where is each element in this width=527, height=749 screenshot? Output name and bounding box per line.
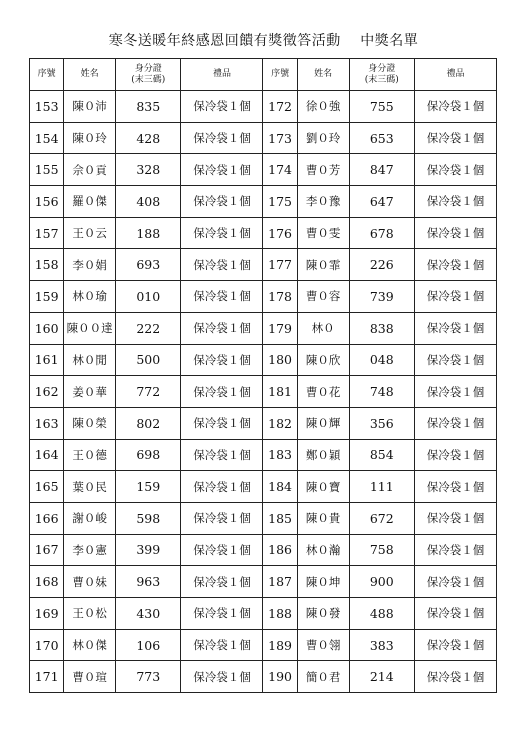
left-gift-cell: 保冷袋１個: [181, 312, 263, 344]
right-gift-cell: 保冷袋１個: [414, 312, 496, 344]
right-id-cell: 678: [349, 217, 414, 249]
left-name-cell: 陳０沛: [64, 91, 116, 123]
left-gift-cell: 保冷袋１個: [181, 534, 263, 566]
table-row: [30, 249, 497, 281]
left-seq-cell: 157: [30, 217, 64, 249]
right-seq-cell: 188: [263, 598, 297, 630]
right-seq-cell: 184: [263, 471, 297, 503]
left-name-cell: 佘０貢: [64, 154, 116, 186]
header-row: [30, 59, 497, 91]
left-gift-cell: 保冷袋１個: [181, 249, 263, 281]
left-gift-cell: 保冷袋１個: [181, 186, 263, 218]
right-gift-cell: 保冷袋１個: [414, 439, 496, 471]
left-name-cell: 羅０傑: [64, 186, 116, 218]
right-seq-cell: 181: [263, 376, 297, 408]
left-seq-cell: 170: [30, 629, 64, 661]
right-name-cell: 簡０君: [297, 661, 349, 693]
left-name-cell: 曹０妹: [64, 566, 116, 598]
left-gift-cell: 保冷袋１個: [181, 629, 263, 661]
left-seq-cell: 160: [30, 312, 64, 344]
left-id-cell: 328: [116, 154, 181, 186]
right-gift-cell: 保冷袋１個: [414, 154, 496, 186]
right-name-cell: 陳０坤: [297, 566, 349, 598]
left-id-cell: 698: [116, 439, 181, 471]
left-gift-cell: 保冷袋１個: [181, 566, 263, 598]
left-seq-cell: 169: [30, 598, 64, 630]
table-row: [30, 312, 497, 344]
left-gift-cell: 保冷袋１個: [181, 661, 263, 693]
right-id-cell: 672: [349, 502, 414, 534]
right-id-cell: 900: [349, 566, 414, 598]
right-name-cell: 林０瀚: [297, 534, 349, 566]
table-row: [30, 91, 497, 123]
right-id-cell: 048: [349, 344, 414, 376]
right-gift-cell: 保冷袋１個: [414, 566, 496, 598]
left-seq-cell: 168: [30, 566, 64, 598]
right-gift-cell: 保冷袋１個: [414, 249, 496, 281]
table-row: [30, 629, 497, 661]
left-seq-cell: 165: [30, 471, 64, 503]
right-name-cell: 曹０容: [297, 281, 349, 313]
table-row: [30, 122, 497, 154]
right-id-cell: 748: [349, 376, 414, 408]
left-name-cell: 林０瑜: [64, 281, 116, 313]
left-seq-cell: 164: [30, 439, 64, 471]
right-name-cell: 鄭０穎: [297, 439, 349, 471]
left-name-cell: 王０松: [64, 598, 116, 630]
right-id-cell: 854: [349, 439, 414, 471]
left-id-cell: 408: [116, 186, 181, 218]
right-name-cell: 陳０輝: [297, 407, 349, 439]
table-row: [30, 502, 497, 534]
right-name-cell: 陳０欣: [297, 344, 349, 376]
left-name-cell: 謝０峻: [64, 502, 116, 534]
right-id-cell: 838: [349, 312, 414, 344]
right-name-cell: 林０: [297, 312, 349, 344]
left-seq-cell: 162: [30, 376, 64, 408]
left-id-cell: 106: [116, 629, 181, 661]
table-row: [30, 598, 497, 630]
right-seq-cell: 174: [263, 154, 297, 186]
left-gift-cell: 保冷袋１個: [181, 598, 263, 630]
table-row: [30, 344, 497, 376]
left-gift-cell: 保冷袋１個: [181, 376, 263, 408]
left-name-cell: 陳０榮: [64, 407, 116, 439]
left-id-cell: 802: [116, 407, 181, 439]
left-name-cell: 李０憲: [64, 534, 116, 566]
header-seq: 序號: [263, 59, 297, 91]
right-name-cell: 陳０貴: [297, 502, 349, 534]
header-id: [349, 59, 414, 91]
left-id-cell: 222: [116, 312, 181, 344]
left-seq-cell: 154: [30, 122, 64, 154]
right-name-cell: 曹０雯: [297, 217, 349, 249]
right-gift-cell: 保冷袋１個: [414, 534, 496, 566]
left-gift-cell: 保冷袋１個: [181, 407, 263, 439]
right-seq-cell: 187: [263, 566, 297, 598]
right-seq-cell: 185: [263, 502, 297, 534]
left-id-cell: 399: [116, 534, 181, 566]
left-seq-cell: 156: [30, 186, 64, 218]
left-name-cell: 王０德: [64, 439, 116, 471]
right-name-cell: 李０豫: [297, 186, 349, 218]
right-gift-cell: 保冷袋１個: [414, 281, 496, 313]
right-gift-cell: 保冷袋１個: [414, 598, 496, 630]
right-seq-cell: 182: [263, 407, 297, 439]
right-name-cell: 徐０強: [297, 91, 349, 123]
left-id-cell: 188: [116, 217, 181, 249]
left-seq-cell: 159: [30, 281, 64, 313]
left-name-cell: 陳００達: [64, 312, 116, 344]
header-id: [116, 59, 181, 91]
left-seq-cell: 155: [30, 154, 64, 186]
right-id-cell: 226: [349, 249, 414, 281]
header-gift: 禮品: [181, 59, 263, 91]
table-row: [30, 407, 497, 439]
header-id-line2: (末三碼): [364, 74, 399, 85]
right-id-cell: 111: [349, 471, 414, 503]
right-gift-cell: 保冷袋１個: [414, 502, 496, 534]
left-gift-cell: 保冷袋１個: [181, 344, 263, 376]
left-name-cell: 王０云: [64, 217, 116, 249]
winners-table: [29, 58, 497, 693]
right-seq-cell: 175: [263, 186, 297, 218]
header-name: 姓名: [297, 59, 349, 91]
right-gift-cell: 保冷袋１個: [414, 91, 496, 123]
header-gift: 禮品: [414, 59, 496, 91]
table-row: [30, 566, 497, 598]
left-id-cell: 773: [116, 661, 181, 693]
right-id-cell: 214: [349, 661, 414, 693]
left-id-cell: 772: [116, 376, 181, 408]
left-gift-cell: 保冷袋１個: [181, 217, 263, 249]
left-gift-cell: 保冷袋１個: [181, 471, 263, 503]
right-id-cell: 739: [349, 281, 414, 313]
right-id-cell: 653: [349, 122, 414, 154]
right-seq-cell: 172: [263, 91, 297, 123]
left-gift-cell: 保冷袋１個: [181, 154, 263, 186]
table-row: [30, 281, 497, 313]
left-seq-cell: 171: [30, 661, 64, 693]
header-name: 姓名: [64, 59, 116, 91]
right-gift-cell: 保冷袋１個: [414, 376, 496, 408]
table-row: [30, 534, 497, 566]
right-gift-cell: 保冷袋１個: [414, 186, 496, 218]
right-id-cell: 488: [349, 598, 414, 630]
right-gift-cell: 保冷袋１個: [414, 122, 496, 154]
right-id-cell: 383: [349, 629, 414, 661]
left-id-cell: 500: [116, 344, 181, 376]
left-seq-cell: 166: [30, 502, 64, 534]
left-id-cell: 693: [116, 249, 181, 281]
right-name-cell: 曹０花: [297, 376, 349, 408]
right-seq-cell: 177: [263, 249, 297, 281]
right-name-cell: 曹０芳: [297, 154, 349, 186]
right-seq-cell: 178: [263, 281, 297, 313]
left-id-cell: 598: [116, 502, 181, 534]
right-seq-cell: 183: [263, 439, 297, 471]
left-name-cell: 曹０瑄: [64, 661, 116, 693]
left-seq-cell: 167: [30, 534, 64, 566]
right-seq-cell: 179: [263, 312, 297, 344]
left-seq-cell: 158: [30, 249, 64, 281]
left-id-cell: 010: [116, 281, 181, 313]
left-id-cell: 428: [116, 122, 181, 154]
right-gift-cell: 保冷袋１個: [414, 217, 496, 249]
right-seq-cell: 186: [263, 534, 297, 566]
right-id-cell: 847: [349, 154, 414, 186]
right-seq-cell: 180: [263, 344, 297, 376]
table-row: [30, 186, 497, 218]
page-title: 寒冬送暖年終感恩回饋有獎徵答活動 中獎名單: [108, 33, 419, 49]
left-seq-cell: 153: [30, 91, 64, 123]
left-name-cell: 陳０玲: [64, 122, 116, 154]
right-seq-cell: 189: [263, 629, 297, 661]
right-name-cell: 陳０發: [297, 598, 349, 630]
left-name-cell: 李０娟: [64, 249, 116, 281]
left-id-cell: 963: [116, 566, 181, 598]
left-name-cell: 林０閒: [64, 344, 116, 376]
table-row: [30, 217, 497, 249]
left-gift-cell: 保冷袋１個: [181, 439, 263, 471]
right-name-cell: 劉０玲: [297, 122, 349, 154]
header-id-line1: 身分證: [368, 63, 396, 74]
left-gift-cell: 保冷袋１個: [181, 122, 263, 154]
left-name-cell: 姜０華: [64, 376, 116, 408]
table-row: [30, 661, 497, 693]
right-gift-cell: 保冷袋１個: [414, 471, 496, 503]
table-row: [30, 376, 497, 408]
right-id-cell: 356: [349, 407, 414, 439]
left-seq-cell: 163: [30, 407, 64, 439]
right-id-cell: 758: [349, 534, 414, 566]
right-seq-cell: 176: [263, 217, 297, 249]
right-gift-cell: 保冷袋１個: [414, 407, 496, 439]
right-name-cell: 陳０霏: [297, 249, 349, 281]
right-id-cell: 755: [349, 91, 414, 123]
left-seq-cell: 161: [30, 344, 64, 376]
right-seq-cell: 190: [263, 661, 297, 693]
left-name-cell: 葉０民: [64, 471, 116, 503]
left-gift-cell: 保冷袋１個: [181, 91, 263, 123]
left-id-cell: 159: [116, 471, 181, 503]
right-seq-cell: 173: [263, 122, 297, 154]
left-gift-cell: 保冷袋１個: [181, 502, 263, 534]
right-name-cell: 曹０翎: [297, 629, 349, 661]
header-seq: 序號: [30, 59, 64, 91]
table-row: [30, 471, 497, 503]
right-gift-cell: 保冷袋１個: [414, 629, 496, 661]
left-id-cell: 835: [116, 91, 181, 123]
left-name-cell: 林０傑: [64, 629, 116, 661]
left-gift-cell: 保冷袋１個: [181, 281, 263, 313]
right-id-cell: 647: [349, 186, 414, 218]
right-name-cell: 陳０寶: [297, 471, 349, 503]
table-row: [30, 154, 497, 186]
right-gift-cell: 保冷袋１個: [414, 344, 496, 376]
table-row: [30, 439, 497, 471]
header-id-line1: 身分證: [134, 63, 162, 74]
right-gift-cell: 保冷袋１個: [414, 661, 496, 693]
left-id-cell: 430: [116, 598, 181, 630]
header-id-line2: (末三碼): [131, 74, 166, 85]
